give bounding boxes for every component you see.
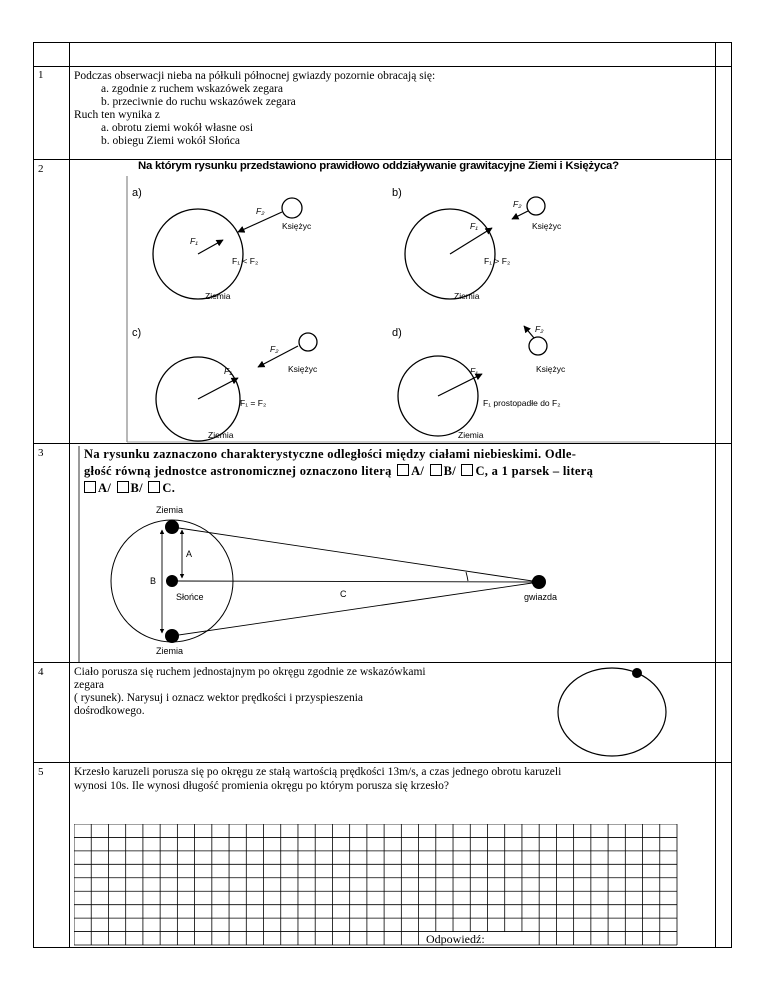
row-number: 2 (38, 163, 44, 175)
panel-d (392, 324, 566, 440)
moon-label: Księżyc (536, 364, 566, 374)
force-f1-label: F₁ (470, 366, 478, 376)
q1-option-a: a. zgodnie z ruchem wskazówek zegara (101, 83, 283, 95)
row-number: 4 (38, 666, 44, 678)
checkbox-a-2[interactable] (84, 481, 96, 493)
force-f1-label: F₁ (190, 236, 198, 246)
q4-line-4: dośrodkowego. (74, 705, 145, 717)
checkbox-b[interactable] (430, 464, 442, 476)
row-number: 5 (38, 766, 44, 778)
panel-c (132, 327, 318, 441)
q5-line-2: wynosi 10s. Ile wynosi długość promienia okręgu po którym porusza się krzesło? (74, 780, 449, 792)
answer-grid[interactable] (74, 824, 678, 946)
sun-label: Słońce (176, 592, 204, 602)
panel-a-label: a) (132, 187, 142, 199)
panel-a (132, 187, 312, 301)
q4-line-3: ( rysunek). Narysuj i oznacz wektor prędkości i przyspieszenia (74, 692, 363, 704)
q5-line-1: Krzesło karuzeli porusza się po okręgu ze stałą wartością prędkości 13m/s, a czas jednego obrotu karuzeli (74, 766, 562, 778)
q1-option-b: b. przeciwnie do ruchu wskazówek zegara (101, 96, 296, 108)
force-f2-label: F₂ (256, 206, 265, 216)
checkbox-c-2[interactable] (148, 481, 160, 493)
relation-label: F₁ = F₂ (240, 398, 267, 408)
moon-label: Księżyc (288, 364, 318, 374)
checkbox-c[interactable] (461, 464, 473, 476)
checkbox-b-2[interactable] (117, 481, 129, 493)
earth-top-label: Ziemia (156, 505, 184, 515)
earth-label: Ziemia (458, 430, 484, 440)
q1-option2-b: b. obiegu Ziemi wokół Słońca (101, 135, 240, 147)
q1-stem-2: Ruch ten wynika z (74, 109, 160, 121)
force-f2-label: F₂ (535, 324, 544, 334)
distance-a-label: A (186, 549, 193, 559)
moon-label: Księżyc (282, 221, 312, 231)
force-f1-label: F₁ (224, 366, 232, 376)
panel-c-label: c) (132, 327, 142, 339)
q3-line-1: Na rysunku zaznaczono charakterystyczne odległości między ciałami niebieskimi. Odle- (84, 447, 577, 461)
earth-label: Ziemia (208, 430, 234, 440)
earth-label: Ziemia (454, 291, 480, 301)
q1-option2-a: a. obrotu ziemi wokół własne osi (101, 122, 254, 134)
force-f1-label: F₁ (470, 221, 478, 231)
moon-label: Księżyc (532, 221, 562, 231)
force-f2-label: F₂ (513, 199, 522, 209)
force-f2-label: F₂ (270, 344, 279, 354)
parallax-figure (100, 500, 570, 660)
gravity-figure (120, 174, 665, 444)
earth-bottom-label: Ziemia (156, 646, 184, 656)
distance-b-label: B (150, 576, 157, 586)
q1-stem: Podczas obserwacji nieba na półkuli północnej gwiazdy pozornie obracają się: (74, 70, 436, 82)
relation-label: F₁ prostopadłe do F₂ (483, 398, 561, 408)
panel-b-label: b) (392, 187, 402, 199)
q3-line-3: A/ B/ C. (84, 480, 593, 497)
relation-label: F₁ < F₂ (232, 256, 259, 266)
q4-line-1: Ciało porusza się ruchem jednostajnym po okręgu zgodnie ze wskazówkami (74, 666, 426, 678)
q3-question (84, 446, 593, 497)
relation-label: F₁ > F₂ (484, 256, 511, 266)
q2-question: Na którym rysunku przedstawiono prawidłowo oddziaływanie grawitacyjne Ziemi i Księżyca? (138, 160, 619, 172)
row-number: 1 (38, 69, 44, 81)
star-label: gwiazda (524, 592, 558, 602)
circle-motion-figure (550, 662, 680, 762)
answer-label: Odpowiedź: (426, 932, 485, 946)
row-number: 3 (38, 447, 44, 459)
distance-c-label: C (340, 589, 347, 599)
panel-b (392, 187, 562, 301)
earth-label: Ziemia (205, 291, 231, 301)
checkbox-a[interactable] (397, 464, 409, 476)
q3-line-2: głość równą jednostce astronomicznej oznaczono literą A/ B/ C, a 1 parsek – literą (84, 464, 594, 478)
panel-d-label: d) (392, 327, 402, 339)
q4-line-2: zegara (74, 679, 104, 691)
